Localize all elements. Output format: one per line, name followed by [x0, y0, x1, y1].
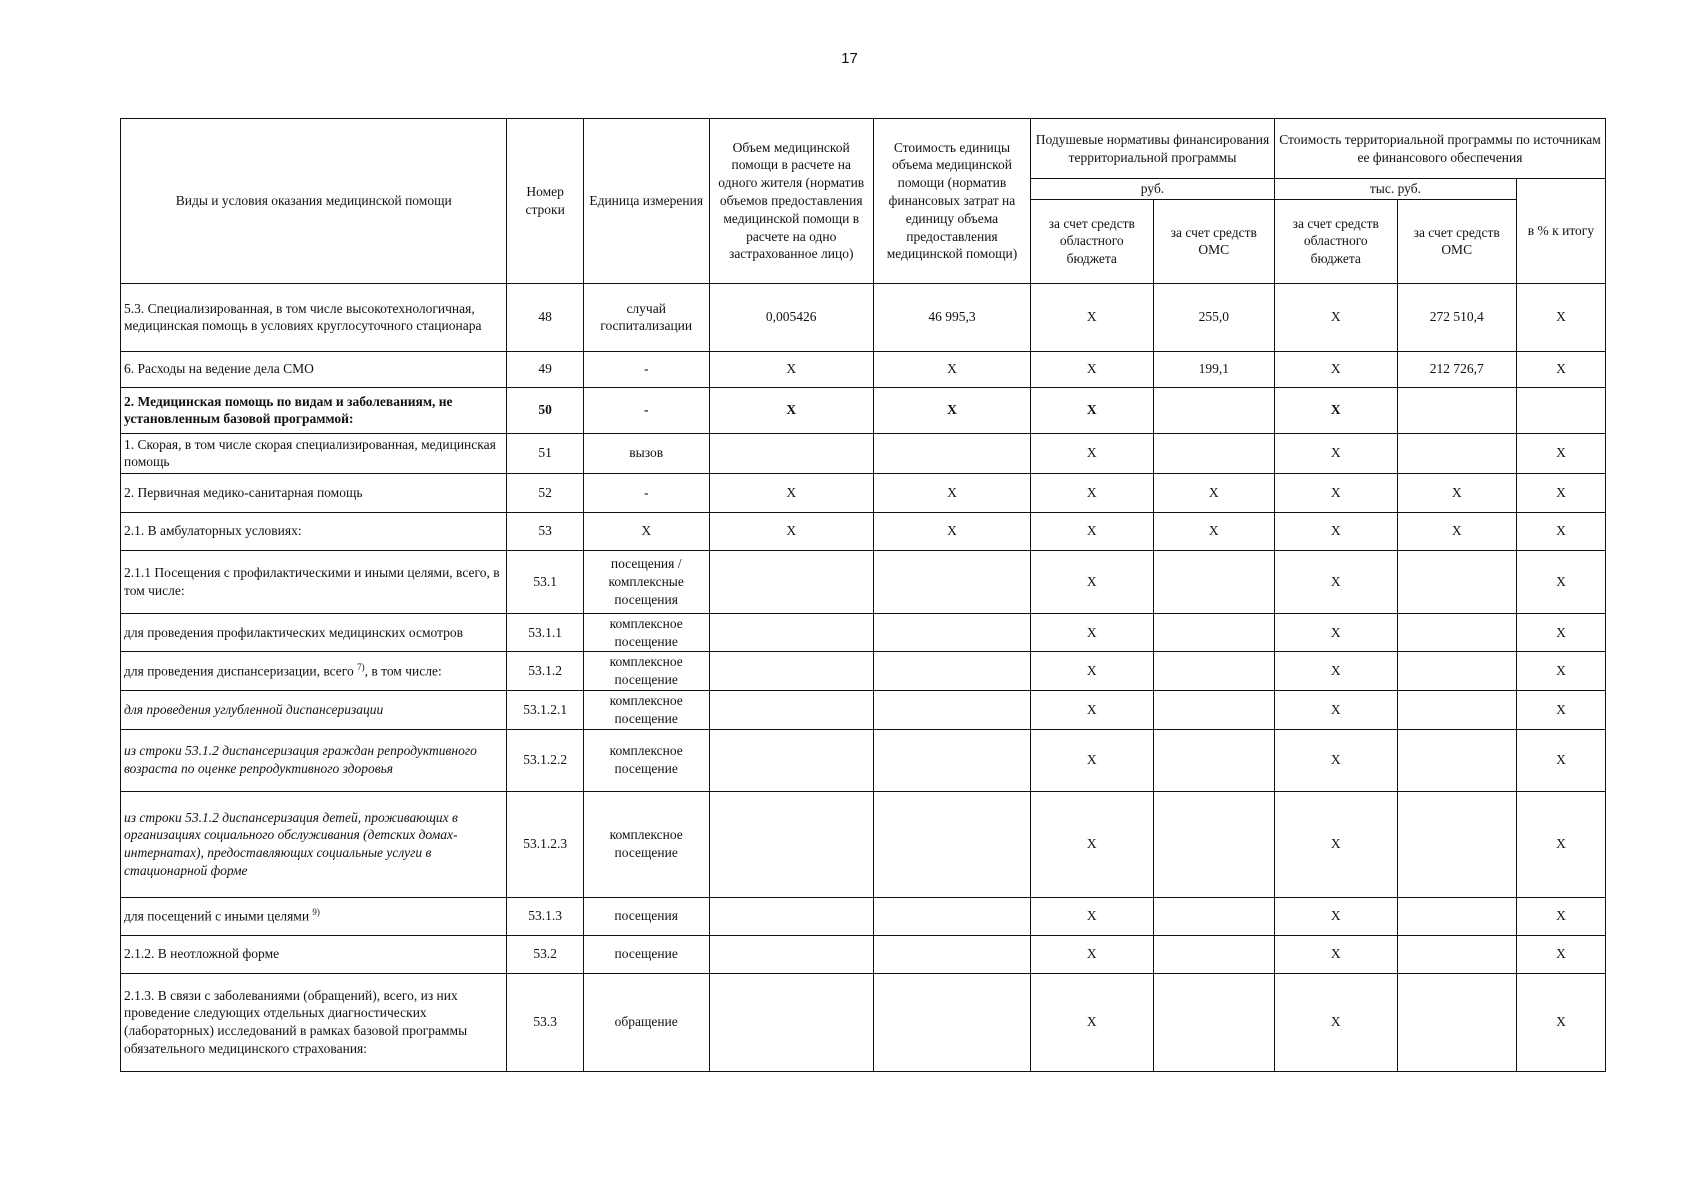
row-name: 2.1. В амбулаторных условиях:: [121, 512, 507, 550]
row-per-capita-oms: [1153, 433, 1274, 473]
row-percent: X: [1516, 897, 1605, 935]
row-per-capita-oms: [1153, 791, 1274, 897]
table-row: [121, 729, 1606, 791]
row-per-capita-budget: X: [1031, 613, 1154, 652]
row-name: 2.1.2. В неотложной форме: [121, 935, 507, 973]
row-percent: X: [1516, 473, 1605, 512]
row-total-budget: X: [1275, 935, 1398, 973]
row-per-capita-budget: X: [1031, 897, 1154, 935]
row-cost: [873, 550, 1030, 613]
table-row: [121, 791, 1606, 897]
row-number: 52: [507, 473, 583, 512]
row-percent: X: [1516, 935, 1605, 973]
row-percent: X: [1516, 283, 1605, 351]
row-percent: X: [1516, 433, 1605, 473]
row-cost: [873, 729, 1030, 791]
row-percent: X: [1516, 691, 1605, 730]
row-volume: [709, 550, 873, 613]
row-name-text: для проведения диспансеризации, всего: [124, 663, 354, 679]
row-per-capita-oms: [1153, 691, 1274, 730]
row-total-budget: X: [1275, 652, 1398, 691]
table-row: [121, 613, 1606, 652]
row-unit: вызов: [583, 433, 709, 473]
row-unit: комплексное посещение: [583, 691, 709, 730]
row-total-oms: [1397, 433, 1516, 473]
header-oms-2: за счет средств ОМС: [1397, 199, 1516, 283]
table-row: [121, 351, 1606, 387]
row-percent: X: [1516, 550, 1605, 613]
row-per-capita-budget: X: [1031, 550, 1154, 613]
row-per-capita-budget: X: [1031, 512, 1154, 550]
row-name: 2. Медицинская помощь по видам и заболеваниям, не установленным базовой программой:: [121, 387, 507, 433]
row-unit: X: [583, 512, 709, 550]
row-cost: X: [873, 512, 1030, 550]
row-total-oms: [1397, 897, 1516, 935]
row-cost: [873, 652, 1030, 691]
row-per-capita-oms: [1153, 387, 1274, 433]
row-per-capita-budget: X: [1031, 473, 1154, 512]
row-total-budget: X: [1275, 283, 1398, 351]
row-volume: X: [709, 473, 873, 512]
row-number: 49: [507, 351, 583, 387]
header-types: Виды и условия оказания медицинской помощи: [121, 119, 507, 284]
row-total-budget: X: [1275, 387, 1398, 433]
medical-care-table: [120, 118, 1606, 1072]
row-total-budget: X: [1275, 691, 1398, 730]
row-cost: X: [873, 473, 1030, 512]
row-unit: -: [583, 351, 709, 387]
row-name: 1. Скорая, в том числе скорая специализированная, медицинская помощь: [121, 433, 507, 473]
row-total-oms: [1397, 729, 1516, 791]
table-row: [121, 283, 1606, 351]
row-number: 53: [507, 512, 583, 550]
page-number: 17: [841, 50, 858, 67]
row-unit: -: [583, 473, 709, 512]
row-volume: [709, 935, 873, 973]
row-total-oms: X: [1397, 512, 1516, 550]
row-volume: X: [709, 387, 873, 433]
row-per-capita-budget: X: [1031, 283, 1154, 351]
footnote-mark: 7): [357, 662, 365, 673]
table-row: [121, 512, 1606, 550]
row-volume: [709, 433, 873, 473]
row-percent: X: [1516, 729, 1605, 791]
row-total-oms: [1397, 387, 1516, 433]
row-cost: X: [873, 351, 1030, 387]
row-unit: комплексное посещение: [583, 652, 709, 691]
row-cost: [873, 691, 1030, 730]
row-name: из строки 53.1.2 диспансеризация граждан репродуктивного возраста по оценке репродуктивного здоровья: [121, 729, 507, 791]
row-total-oms: [1397, 652, 1516, 691]
table-row: [121, 387, 1606, 433]
row-unit: посещения: [583, 897, 709, 935]
footnote-mark: 9): [312, 907, 320, 918]
row-volume: [709, 652, 873, 691]
row-percent: X: [1516, 973, 1605, 1071]
row-volume: [709, 897, 873, 935]
row-total-oms: X: [1397, 473, 1516, 512]
row-percent: X: [1516, 791, 1605, 897]
header-unit-thousand-rub: тыс. руб.: [1275, 179, 1517, 200]
row-per-capita-budget: X: [1031, 791, 1154, 897]
row-unit: посещение: [583, 935, 709, 973]
row-unit: случай госпитализации: [583, 283, 709, 351]
row-volume: [709, 973, 873, 1071]
row-per-capita-oms: [1153, 652, 1274, 691]
row-per-capita-oms: [1153, 973, 1274, 1071]
row-percent: X: [1516, 652, 1605, 691]
row-total-budget: X: [1275, 433, 1398, 473]
row-volume: [709, 791, 873, 897]
row-total-oms: [1397, 550, 1516, 613]
row-cost: X: [873, 387, 1030, 433]
row-total-budget: X: [1275, 791, 1398, 897]
row-per-capita-oms: [1153, 550, 1274, 613]
row-per-capita-budget: X: [1031, 433, 1154, 473]
row-unit: комплексное посещение: [583, 613, 709, 652]
row-percent: X: [1516, 351, 1605, 387]
row-total-budget: X: [1275, 729, 1398, 791]
header-oms: за счет средств ОМС: [1153, 199, 1274, 283]
row-name: [121, 652, 507, 691]
header-cost: Стоимость единицы объема медицинской помощи (норматив финансовых затрат на единицу объема предоставления медицинской помощи): [873, 119, 1030, 284]
row-cost: 46 995,3: [873, 283, 1030, 351]
table-row: [121, 473, 1606, 512]
table-row: [121, 973, 1606, 1071]
row-number: 53.1.2.3: [507, 791, 583, 897]
row-name: для проведения углубленной диспансеризации: [121, 691, 507, 730]
row-number: 53.1.1: [507, 613, 583, 652]
row-number: 53.1.3: [507, 897, 583, 935]
row-name: для проведения профилактических медицинских осмотров: [121, 613, 507, 652]
row-cost: [873, 433, 1030, 473]
header-row-number: Номер строки: [507, 119, 583, 284]
row-per-capita-oms: X: [1153, 473, 1274, 512]
row-per-capita-oms: [1153, 613, 1274, 652]
row-per-capita-oms: [1153, 897, 1274, 935]
row-name: [121, 897, 507, 935]
row-volume: X: [709, 512, 873, 550]
row-name: 2.1.3. В связи с заболеваниями (обращений), всего, из них проведение следующих отдельных диагностических (лабораторных) исследований в рамках базовой программы обязательного медицинского страхования:: [121, 973, 507, 1071]
header-regional-budget-2: за счет средств областного бюджета: [1275, 199, 1398, 283]
row-number: 53.1.2.2: [507, 729, 583, 791]
row-per-capita-oms: [1153, 935, 1274, 973]
row-cost: [873, 791, 1030, 897]
header-unit: Единица измерения: [583, 119, 709, 284]
row-per-capita-oms: X: [1153, 512, 1274, 550]
row-percent: X: [1516, 613, 1605, 652]
row-unit: комплексное посещение: [583, 791, 709, 897]
row-volume: [709, 729, 873, 791]
row-total-oms: 212 726,7: [1397, 351, 1516, 387]
row-number: 51: [507, 433, 583, 473]
table-header: [121, 119, 1606, 284]
row-percent: X: [1516, 512, 1605, 550]
row-total-budget: X: [1275, 351, 1398, 387]
row-name: из строки 53.1.2 диспансеризация детей, проживающих в организациях социального обслуживания (детских домах-интернатах), предоставляющих социальные услуги в стационарной форме: [121, 791, 507, 897]
row-cost: [873, 973, 1030, 1071]
row-volume: 0,005426: [709, 283, 873, 351]
row-volume: [709, 613, 873, 652]
header-program-cost: Стоимость территориальной программы по источникам ее финансового обеспечения: [1275, 119, 1606, 179]
row-per-capita-budget: X: [1031, 729, 1154, 791]
row-per-capita-budget: X: [1031, 691, 1154, 730]
row-name-tail: , в том числе:: [364, 663, 442, 679]
row-per-capita-budget: X: [1031, 351, 1154, 387]
row-per-capita-budget: X: [1031, 973, 1154, 1071]
row-name: 5.3. Специализированная, в том числе высокотехнологичная, медицинская помощь в условиях круглосуточного стационара: [121, 283, 507, 351]
row-total-budget: X: [1275, 512, 1398, 550]
row-volume: X: [709, 351, 873, 387]
row-number: 50: [507, 387, 583, 433]
row-total-oms: [1397, 613, 1516, 652]
row-unit: посещения / комплексные посещения: [583, 550, 709, 613]
row-per-capita-budget: X: [1031, 652, 1154, 691]
row-number: 53.1.2: [507, 652, 583, 691]
row-name-text: для посещений с иными целями: [124, 908, 310, 924]
row-total-oms: [1397, 791, 1516, 897]
row-per-capita-budget: X: [1031, 935, 1154, 973]
table-row: [121, 897, 1606, 935]
row-per-capita-oms: [1153, 729, 1274, 791]
row-total-budget: X: [1275, 473, 1398, 512]
table-row: [121, 433, 1606, 473]
row-volume: [709, 691, 873, 730]
row-unit: обращение: [583, 973, 709, 1071]
row-total-oms: 272 510,4: [1397, 283, 1516, 351]
row-per-capita-oms: 199,1: [1153, 351, 1274, 387]
row-number: 48: [507, 283, 583, 351]
row-cost: [873, 935, 1030, 973]
row-name: 6. Расходы на ведение дела СМО: [121, 351, 507, 387]
row-total-budget: X: [1275, 897, 1398, 935]
row-total-oms: [1397, 935, 1516, 973]
row-per-capita-budget: X: [1031, 387, 1154, 433]
row-cost: [873, 613, 1030, 652]
table-body: [121, 283, 1606, 1071]
table-row: [121, 652, 1606, 691]
header-per-capita: Подушевые нормативы финансирования территориальной программы: [1031, 119, 1275, 179]
table-row: [121, 935, 1606, 973]
row-total-oms: [1397, 691, 1516, 730]
row-unit: комплексное посещение: [583, 729, 709, 791]
header-volume: Объем медицинской помощи в расчете на одного жителя (норматив объемов предоставления медицинской помощи в расчете на одно застрахованное лицо): [709, 119, 873, 284]
table-row: [121, 550, 1606, 613]
row-total-budget: X: [1275, 550, 1398, 613]
header-percent: в % к итогу: [1516, 179, 1605, 284]
table-row: [121, 691, 1606, 730]
row-number: 53.2: [507, 935, 583, 973]
row-name: 2.1.1 Посещения с профилактическими и иными целями, всего, в том числе:: [121, 550, 507, 613]
header-regional-budget: за счет средств областного бюджета: [1031, 199, 1154, 283]
row-percent: [1516, 387, 1605, 433]
row-cost: [873, 897, 1030, 935]
header-unit-rub: руб.: [1031, 179, 1275, 200]
row-per-capita-oms: 255,0: [1153, 283, 1274, 351]
row-name: 2. Первичная медико-санитарная помощь: [121, 473, 507, 512]
row-unit: -: [583, 387, 709, 433]
row-total-budget: X: [1275, 613, 1398, 652]
row-number: 53.1.2.1: [507, 691, 583, 730]
row-total-oms: [1397, 973, 1516, 1071]
row-number: 53.3: [507, 973, 583, 1071]
row-total-budget: X: [1275, 973, 1398, 1071]
row-number: 53.1: [507, 550, 583, 613]
